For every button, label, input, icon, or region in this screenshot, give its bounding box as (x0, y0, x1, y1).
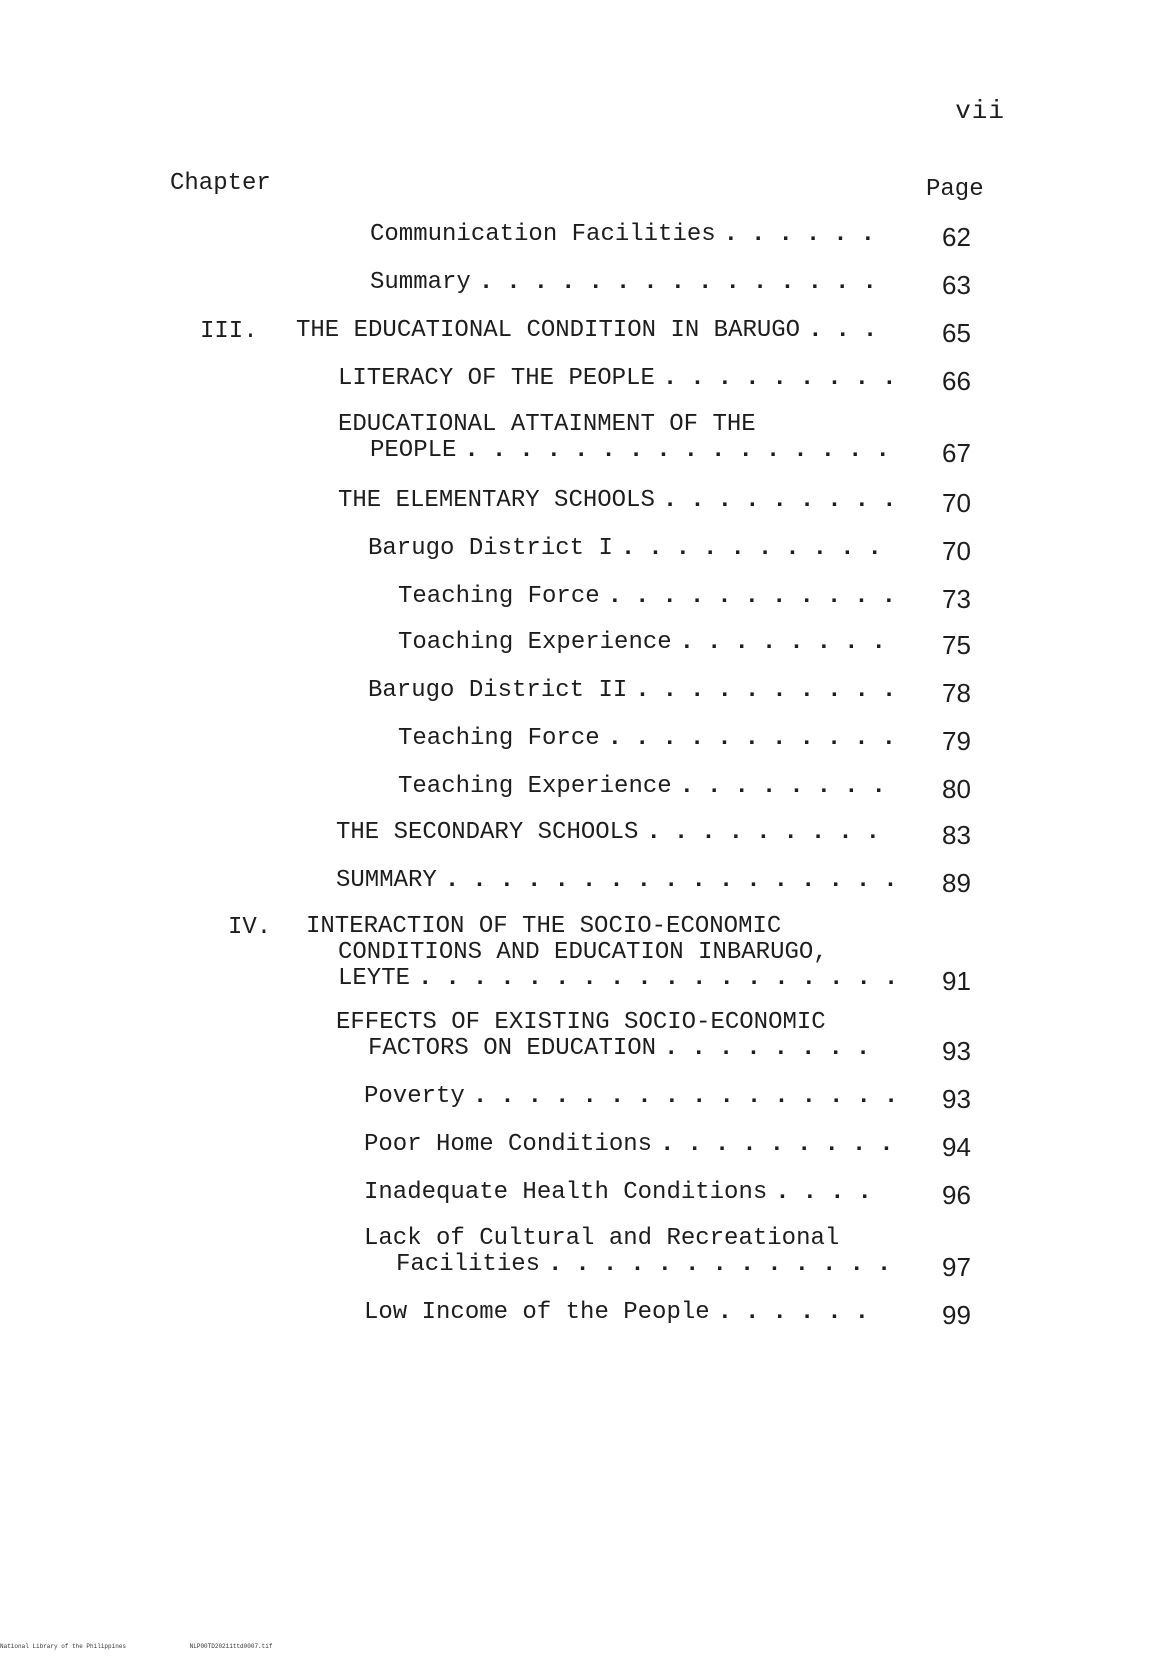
dot-leader: ............... (478, 269, 890, 296)
entry-title-text: Barugo District I (368, 535, 613, 562)
entry-title-line (370, 222, 888, 248)
dot-leader: ................ (464, 437, 903, 464)
entry-title (296, 318, 890, 344)
entry-page-number: 78 (942, 678, 971, 708)
entry-title (370, 222, 888, 248)
entry-title-text: Poverty (364, 1083, 465, 1110)
dot-leader: ... (808, 317, 891, 344)
entry-title-line (338, 366, 909, 392)
dot-leader: ......... (646, 819, 894, 846)
entry-title (336, 820, 893, 846)
entry-page-number: 70 (942, 536, 971, 566)
entry-page-number: 91 (942, 966, 971, 996)
entry-title-line (398, 584, 909, 610)
entry-title-text: Inadequate Health Conditions (364, 1179, 768, 1206)
entry-title-text: INTERACTION OF THE SOCIO-ECONOMIC (306, 913, 782, 940)
entry-title-line (306, 966, 911, 992)
dot-leader: ......... (660, 1131, 907, 1158)
entry-title (336, 1010, 883, 1062)
entry-title-text: Barugo District II (368, 677, 628, 704)
entry-title-text: Poor Home Conditions (364, 1131, 653, 1158)
entry-page-number: 97 (942, 1252, 971, 1282)
dot-leader: ...... (723, 221, 889, 248)
entry-title (336, 868, 911, 894)
dot-leader: .......... (635, 677, 910, 704)
entry-title-line (370, 270, 890, 296)
dot-leader: .......... (620, 535, 895, 562)
entry-title-line (338, 488, 909, 514)
dot-leader: .... (775, 1179, 885, 1206)
entry-page-number: 89 (942, 868, 971, 898)
entry-page-number: 79 (942, 726, 971, 756)
entry-title-text: Communication Facilities (370, 221, 716, 248)
entry-title-line (364, 1180, 885, 1206)
entry-title (364, 1226, 904, 1278)
entry-title (398, 774, 899, 800)
dot-leader: ......... (662, 487, 910, 514)
entry-page-number: 63 (942, 270, 971, 300)
entry-title-text: THE SECONDARY SCHOOLS (336, 819, 639, 846)
entry-title-text: Facilities (396, 1251, 541, 1278)
entry-title-text: Lack of Cultural and Recreational (364, 1225, 840, 1252)
entry-title (370, 270, 890, 296)
entry-title (368, 536, 895, 562)
entry-title-line (306, 914, 911, 940)
dot-leader: ........ (679, 773, 899, 800)
entry-title-text: Summary (370, 269, 471, 296)
entry-title-text: FACTORS ON EDUCATION (368, 1035, 657, 1062)
entry-title (398, 726, 909, 752)
entry-title (338, 488, 909, 514)
entry-title (338, 412, 903, 464)
dot-leader: ................ (472, 1083, 912, 1110)
entry-title-text: EFFECTS OF EXISTING SOCIO-ECONOMIC (336, 1009, 826, 1036)
entry-title (398, 630, 899, 656)
entry-page-number: 62 (942, 222, 971, 252)
entry-title-text: LITERACY OF THE PEOPLE (338, 365, 655, 392)
entry-page-number: 93 (942, 1084, 971, 1114)
dot-leader: ...... (717, 1299, 883, 1326)
entry-title-line (364, 1300, 882, 1326)
entry-title-line (336, 1036, 883, 1062)
entry-page-number: 67 (942, 438, 971, 468)
entry-page-number: 70 (942, 488, 971, 518)
entry-title-text: THE EDUCATIONAL CONDITION IN BARUGO (296, 317, 801, 344)
entry-page-number: 66 (942, 366, 971, 396)
entry-title (368, 678, 909, 704)
entry-title-line (296, 318, 890, 344)
entry-title-text: PEOPLE (370, 437, 457, 464)
entry-title-line (398, 726, 909, 752)
entry-title-line (364, 1084, 911, 1110)
entry-title-line (364, 1252, 904, 1278)
entry-title-line (306, 940, 911, 966)
dot-leader: ............. (548, 1251, 905, 1278)
footer-file: NLP00TD20211ttd0007.tif (189, 1643, 273, 1650)
entry-title-line (364, 1226, 904, 1252)
chapter-number: III. (200, 318, 258, 345)
entry-title (364, 1180, 885, 1206)
chapter-column-header: Chapter (170, 170, 271, 197)
entry-title-line (336, 1010, 883, 1036)
entry-page-number: 96 (942, 1180, 971, 1210)
dot-leader: ......... (662, 365, 910, 392)
entry-title-text: THE ELEMENTARY SCHOOLS (338, 487, 655, 514)
entry-title-line (398, 774, 899, 800)
page-column-header: Page (926, 176, 984, 203)
entry-page-number: 93 (942, 1036, 971, 1066)
entry-title (338, 366, 909, 392)
entry-title (306, 914, 911, 992)
entry-title-line (338, 438, 903, 464)
scan-footer (0, 1643, 332, 1650)
entry-page-number: 73 (942, 584, 971, 614)
entry-page-number: 65 (942, 318, 971, 348)
entry-title-text: Toaching Experience (398, 629, 672, 656)
entry-title-text: Teaching Experience (398, 773, 672, 800)
dot-leader: ........... (607, 583, 910, 610)
entry-title-line (368, 678, 909, 704)
dot-leader: ........ (664, 1035, 884, 1062)
entry-title-text: Teaching Force (398, 725, 600, 752)
entry-title (364, 1084, 911, 1110)
entry-title-text: Teaching Force (398, 583, 600, 610)
entry-title-text: EDUCATIONAL ATTAINMENT OF THE (338, 411, 756, 438)
entry-page-number: 83 (942, 820, 971, 850)
footer-library: National Library of the Philippines (0, 1643, 127, 1650)
entry-title-line (364, 1132, 907, 1158)
entry-title-line (336, 820, 893, 846)
entry-title (364, 1300, 882, 1326)
dot-leader: .................. (418, 965, 912, 992)
entry-page-number: 94 (942, 1132, 971, 1162)
chapter-number: IV. (228, 914, 272, 941)
entry-page-number: 75 (942, 630, 971, 660)
entry-title-text: Low Income of the People (364, 1299, 710, 1326)
dot-leader: ........... (607, 725, 910, 752)
entry-title-line (398, 630, 899, 656)
entry-title-line (368, 536, 895, 562)
entry-title (364, 1132, 907, 1158)
entry-page-number: 99 (942, 1300, 971, 1330)
entry-title-line (338, 412, 903, 438)
page-number: vii (955, 96, 1005, 126)
entry-title-text: SUMMARY (336, 867, 437, 894)
entry-page-number: 80 (942, 774, 971, 804)
entry-title-text: LEYTE (338, 965, 411, 992)
dot-leader: ........ (679, 629, 899, 656)
entry-title-line (336, 868, 911, 894)
dot-leader: ................. (444, 867, 911, 894)
entry-title-text: CONDITIONS AND EDUCATION INBARUGO, (338, 939, 828, 966)
entry-title (398, 584, 909, 610)
